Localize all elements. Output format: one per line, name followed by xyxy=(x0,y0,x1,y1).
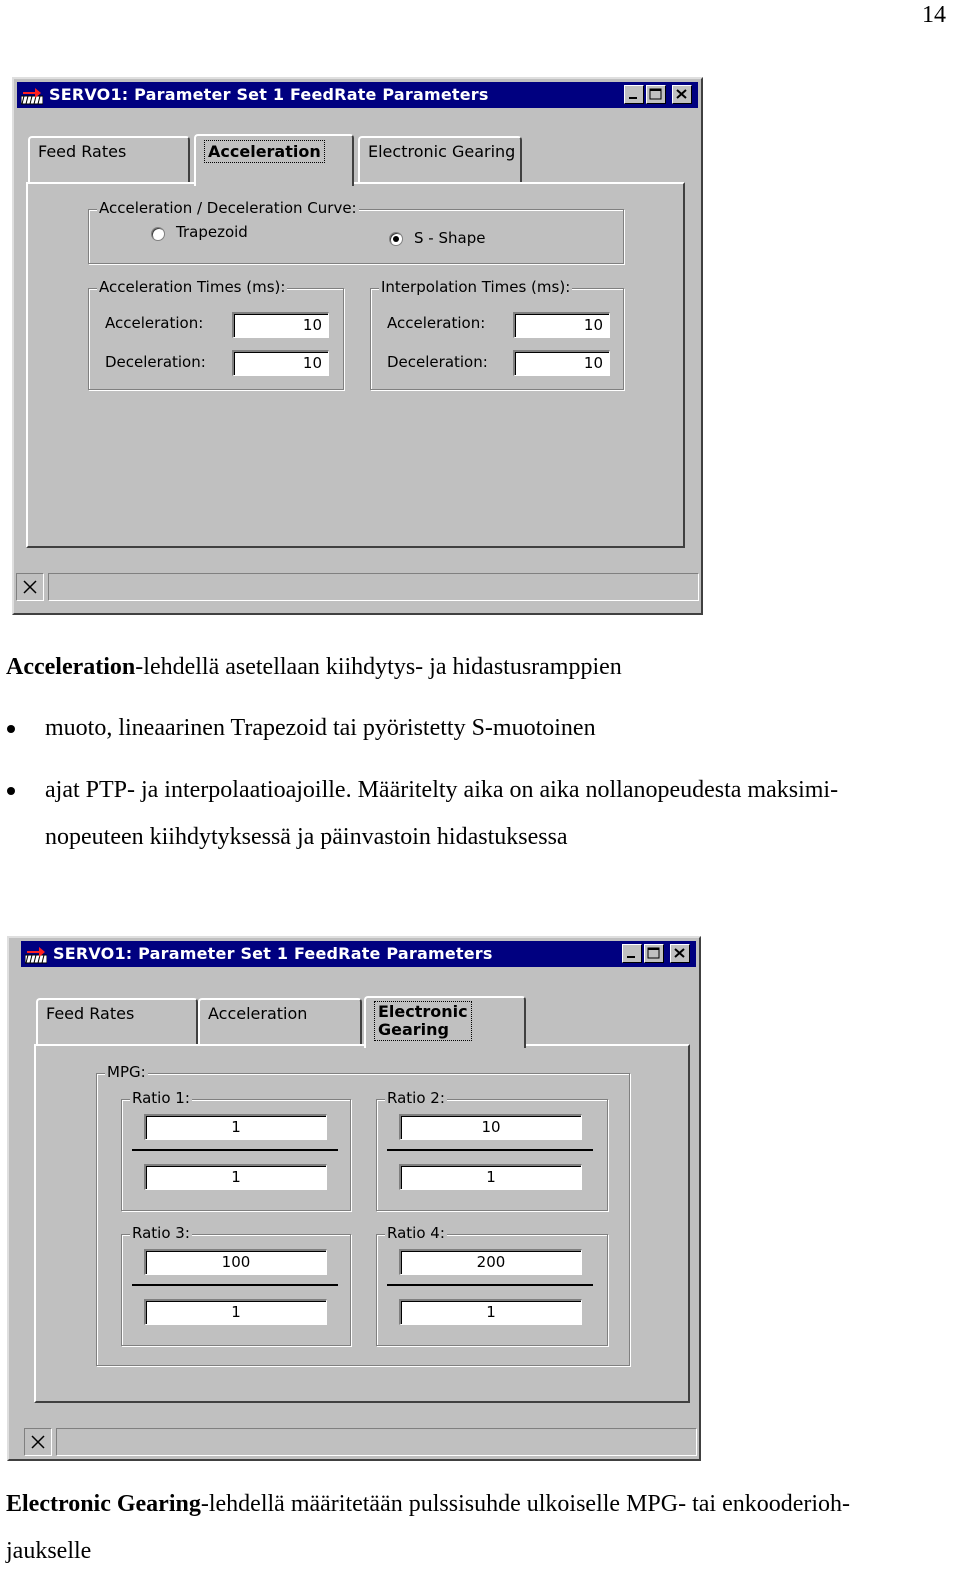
status-field xyxy=(48,573,699,601)
ratio-2-denominator-input[interactable]: 1 xyxy=(399,1164,582,1190)
parameters-window-electronic-gearing xyxy=(7,936,701,1461)
close-icon xyxy=(673,86,691,103)
page-number: 14 xyxy=(922,2,946,28)
tab-label: Electronic Gearing xyxy=(368,142,516,161)
app-icon xyxy=(25,944,47,964)
ratio-3-denominator-input[interactable]: 1 xyxy=(144,1299,327,1325)
tab-label: Feed Rates xyxy=(38,142,127,161)
paragraph-acceleration xyxy=(6,652,622,683)
group-label: Interpolation Times (ms): xyxy=(381,278,571,296)
ratio-1-numerator-input[interactable]: 1 xyxy=(144,1114,327,1140)
tab-panel-electronic-gearing xyxy=(34,1044,690,1403)
radio-trapezoid[interactable] xyxy=(151,227,165,241)
ratio-2-group xyxy=(376,1089,608,1211)
paragraph-lead-rest: -lehdellä määritetään pulssisuhde ulkoiselle MPG- tai enkooderioh- xyxy=(200,1491,851,1517)
maximize-button[interactable] xyxy=(644,944,664,963)
bullet-marker xyxy=(7,787,15,795)
tab-label-line: Electronic xyxy=(378,1002,468,1021)
status-bar xyxy=(24,1428,697,1458)
tab-label: Feed Rates xyxy=(46,1004,135,1023)
window-title: SERVO1: Parameter Set 1 FeedRate Parameters xyxy=(49,85,489,104)
acceleration-label: Acceleration: xyxy=(105,314,204,332)
tab-feed-rates[interactable] xyxy=(28,136,190,184)
tab-label-line: Gearing xyxy=(378,1020,449,1039)
ratio-4-group xyxy=(376,1224,608,1346)
bullet-item-times-continued: nopeuteen kiihdytyksessä ja päinvastoin hidastuksessa xyxy=(45,824,568,850)
interpolation-acceleration-input[interactable]: 10 xyxy=(513,312,610,338)
close-icon xyxy=(25,1429,51,1455)
maximize-button[interactable] xyxy=(646,85,666,104)
tab-acceleration[interactable] xyxy=(198,998,362,1046)
ratio-3-numerator-input[interactable]: 100 xyxy=(144,1249,327,1275)
tab-strip xyxy=(36,998,696,1048)
minimize-icon xyxy=(623,945,641,962)
app-icon xyxy=(21,85,43,105)
tab-label: Acceleration xyxy=(208,1004,308,1023)
maximize-icon xyxy=(647,86,665,103)
tab-acceleration[interactable] xyxy=(194,134,354,186)
group-label: Ratio 4: xyxy=(387,1224,445,1242)
close-button[interactable] xyxy=(672,85,692,104)
status-bar xyxy=(16,573,699,603)
status-field xyxy=(56,1428,697,1456)
minimize-icon xyxy=(625,86,643,103)
bullet-item-times: ajat PTP- ja interpolaatioajoille. Määritelty aika on aika nollanopeudesta maksimi- xyxy=(45,777,839,803)
window-title: SERVO1: Parameter Set 1 FeedRate Parameters xyxy=(53,944,493,963)
interpolation-deceleration-input[interactable]: 10 xyxy=(513,350,610,376)
paragraph-lead-bold: Acceleration xyxy=(6,654,136,680)
ratio-4-denominator-input[interactable]: 1 xyxy=(399,1299,582,1325)
acceleration-time-input[interactable]: 10 xyxy=(232,312,329,338)
ratio-1-group xyxy=(121,1089,351,1211)
paragraph-electronic-gearing xyxy=(6,1489,850,1520)
tab-panel-acceleration xyxy=(26,182,685,548)
acceleration-times-group xyxy=(88,278,344,390)
ratio-1-denominator-input[interactable]: 1 xyxy=(144,1164,327,1190)
tab-feed-rates[interactable] xyxy=(36,998,198,1046)
minimize-button[interactable] xyxy=(622,944,642,963)
radio-s-shape-label: S - Shape xyxy=(414,229,486,247)
tab-electronic-gearing[interactable] xyxy=(364,996,526,1048)
close-icon xyxy=(17,574,43,600)
deceleration-label: Deceleration: xyxy=(387,353,488,371)
paragraph-lead-rest: -lehdellä asetellaan kiihdytys- ja hidastusramppien xyxy=(135,654,622,680)
group-label: Ratio 2: xyxy=(387,1089,445,1107)
fraction-divider xyxy=(387,1149,593,1151)
radio-trapezoid-label: Trapezoid xyxy=(176,223,248,241)
ratio-3-group xyxy=(121,1224,351,1346)
group-label: MPG: xyxy=(107,1063,146,1081)
ratio-2-numerator-input[interactable]: 10 xyxy=(399,1114,582,1140)
tab-strip xyxy=(28,136,688,186)
tab-label: Acceleration xyxy=(204,140,325,163)
group-label: Ratio 3: xyxy=(132,1224,190,1242)
close-button[interactable] xyxy=(670,944,690,963)
paragraph-electronic-gearing-continued: jaukselle xyxy=(6,1538,92,1564)
curve-group xyxy=(88,199,624,264)
group-label: Ratio 1: xyxy=(132,1089,190,1107)
ratio-4-numerator-input[interactable]: 200 xyxy=(399,1249,582,1275)
bullet-marker xyxy=(7,725,15,733)
bullet-item-shape: muoto, lineaarinen Trapezoid tai pyöristetty S-muotoinen xyxy=(45,715,596,741)
maximize-icon xyxy=(645,945,663,962)
fraction-divider xyxy=(132,1149,338,1151)
fraction-divider xyxy=(387,1284,593,1286)
fraction-divider xyxy=(132,1284,338,1286)
status-close-button[interactable] xyxy=(16,573,44,601)
paragraph-lead-bold: Electronic Gearing xyxy=(6,1491,201,1517)
acceleration-label: Acceleration: xyxy=(387,314,486,332)
group-label: Acceleration / Deceleration Curve: xyxy=(99,199,357,217)
tab-electronic-gearing[interactable] xyxy=(358,136,522,184)
interpolation-times-group xyxy=(370,278,624,390)
deceleration-time-input[interactable]: 10 xyxy=(232,350,329,376)
group-label: Acceleration Times (ms): xyxy=(99,278,286,296)
minimize-button[interactable] xyxy=(624,85,644,104)
mpg-group xyxy=(96,1063,630,1366)
deceleration-label: Deceleration: xyxy=(105,353,206,371)
title-bar[interactable] xyxy=(17,82,698,108)
tab-label xyxy=(374,1001,472,1041)
parameters-window-acceleration xyxy=(12,77,703,615)
status-close-button[interactable] xyxy=(24,1428,52,1456)
radio-s-shape[interactable] xyxy=(389,232,403,246)
close-icon xyxy=(671,945,689,962)
title-bar[interactable] xyxy=(21,941,696,967)
